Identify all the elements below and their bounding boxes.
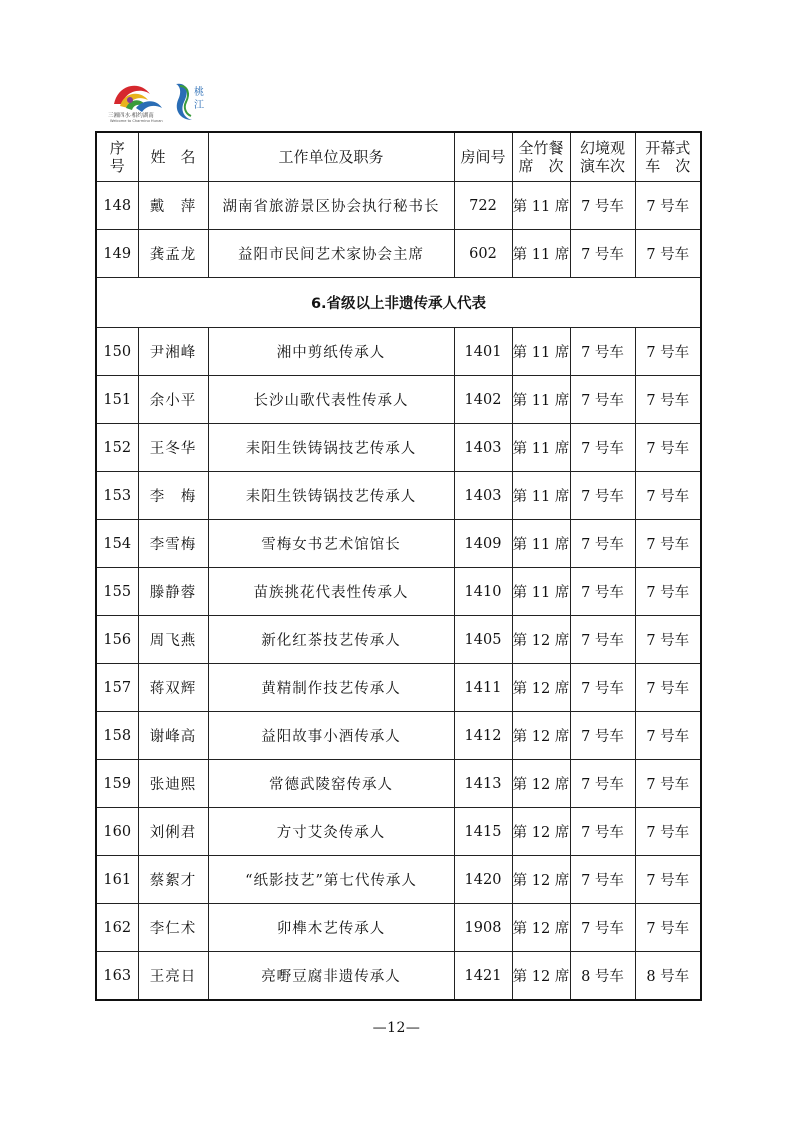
cell-seq: 160 [96,808,138,856]
cell-duty: 耒阳生铁铸锅技艺传承人 [208,472,454,520]
cell-name: 余小平 [138,376,208,424]
cell-show: 7 号车 [570,328,635,376]
svg-text:三湘四水·相约湖南: 三湘四水·相约湖南 [108,113,154,119]
col-header-duty: 工作单位及职务 [208,132,454,182]
cell-meal: 第 12 席 [512,952,570,1001]
attendee-table [95,131,702,1001]
table-row [96,856,701,904]
cell-name: 滕静蓉 [138,568,208,616]
cell-show: 7 号车 [570,904,635,952]
cell-room: 1405 [454,616,512,664]
svg-text:桃: 桃 [194,87,204,98]
cell-name: 尹湘峰 [138,328,208,376]
cell-seq: 153 [96,472,138,520]
header-logos [106,78,226,122]
table-row [96,520,701,568]
cell-room: 602 [454,230,512,278]
cell-meal: 第 11 席 [512,472,570,520]
cell-name: 蒋双辉 [138,664,208,712]
cell-name: 王亮日 [138,952,208,1001]
cell-show: 7 号车 [570,230,635,278]
cell-meal: 第 12 席 [512,616,570,664]
cell-seq: 148 [96,182,138,230]
col-header-opening: 开幕式 车 次 [635,132,701,182]
section-block [96,278,701,328]
cell-show: 7 号车 [570,616,635,664]
table-header-row [96,132,701,182]
table-body-main [96,328,701,1001]
cell-duty: 亮嘢豆腐非遗传承人 [208,952,454,1001]
cell-opening: 7 号车 [635,472,701,520]
cell-meal: 第 11 席 [512,182,570,230]
cell-duty: 方寸艾灸传承人 [208,808,454,856]
table-row [96,230,701,278]
cell-show: 7 号车 [570,424,635,472]
cell-name: 张迪熙 [138,760,208,808]
col-header-seq: 序 号 [96,132,138,182]
cell-name: 李仁术 [138,904,208,952]
cell-room: 1409 [454,520,512,568]
cell-seq: 151 [96,376,138,424]
cell-meal: 第 11 席 [512,568,570,616]
cell-seq: 157 [96,664,138,712]
table-row [96,182,701,230]
cell-show: 7 号车 [570,760,635,808]
cell-seq: 152 [96,424,138,472]
cell-seq: 154 [96,520,138,568]
table-row [96,616,701,664]
section-title: 6.省级以上非遗传承人代表 [96,278,701,328]
table-row [96,904,701,952]
cell-duty: 新化红茶技艺传承人 [208,616,454,664]
svg-text:江: 江 [194,100,204,111]
cell-meal: 第 12 席 [512,664,570,712]
cell-name: 谢峰高 [138,712,208,760]
cell-duty: “纸影技艺”第七代传承人 [208,856,454,904]
cell-room: 1421 [454,952,512,1001]
cell-name: 蔡絮才 [138,856,208,904]
cell-show: 8 号车 [570,952,635,1001]
cell-show: 7 号车 [570,376,635,424]
cell-seq: 161 [96,856,138,904]
cell-room: 1415 [454,808,512,856]
cell-seq: 155 [96,568,138,616]
cell-room: 1412 [454,712,512,760]
cell-opening: 7 号车 [635,230,701,278]
table-row [96,664,701,712]
cell-duty: 湖南省旅游景区协会执行秘书长 [208,182,454,230]
cell-name: 戴 萍 [138,182,208,230]
cell-duty: 雪梅女书艺术馆馆长 [208,520,454,568]
cell-opening: 7 号车 [635,520,701,568]
cell-seq: 158 [96,712,138,760]
cell-show: 7 号车 [570,808,635,856]
cell-name: 李雪梅 [138,520,208,568]
cell-opening: 7 号车 [635,664,701,712]
section-row [96,278,701,328]
cell-seq: 159 [96,760,138,808]
cell-opening: 7 号车 [635,376,701,424]
cell-name: 周飞燕 [138,616,208,664]
col-header-name: 姓 名 [138,132,208,182]
cell-show: 7 号车 [570,182,635,230]
cell-opening: 7 号车 [635,856,701,904]
cell-meal: 第 11 席 [512,376,570,424]
cell-seq: 156 [96,616,138,664]
cell-meal: 第 12 席 [512,856,570,904]
cell-seq: 163 [96,952,138,1001]
cell-seq: 162 [96,904,138,952]
cell-room: 1402 [454,376,512,424]
cell-opening: 8 号车 [635,952,701,1001]
table-body-top [96,182,701,278]
taojiang-logo [172,78,212,122]
cell-duty: 湘中剪纸传承人 [208,328,454,376]
cell-duty: 苗族挑花代表性传承人 [208,568,454,616]
cell-meal: 第 12 席 [512,904,570,952]
cell-name: 李 梅 [138,472,208,520]
cell-room: 1401 [454,328,512,376]
cell-opening: 7 号车 [635,904,701,952]
cell-opening: 7 号车 [635,182,701,230]
cell-duty: 益阳故事小酒传承人 [208,712,454,760]
cell-room: 1403 [454,424,512,472]
cell-meal: 第 11 席 [512,520,570,568]
cell-meal: 第 11 席 [512,230,570,278]
cell-duty: 卯榫木艺传承人 [208,904,454,952]
table-row [96,568,701,616]
table-row [96,376,701,424]
cell-name: 龚孟龙 [138,230,208,278]
table-row [96,760,701,808]
cell-room: 1420 [454,856,512,904]
cell-duty: 长沙山歌代表性传承人 [208,376,454,424]
cell-opening: 7 号车 [635,424,701,472]
cell-name: 王冬华 [138,424,208,472]
cell-room: 1403 [454,472,512,520]
cell-opening: 7 号车 [635,808,701,856]
table-row [96,472,701,520]
table-row [96,424,701,472]
cell-opening: 7 号车 [635,328,701,376]
cell-meal: 第 11 席 [512,328,570,376]
cell-show: 7 号车 [570,472,635,520]
cell-opening: 7 号车 [635,616,701,664]
hunan-tourism-logo [106,78,168,122]
cell-room: 1410 [454,568,512,616]
cell-seq: 150 [96,328,138,376]
cell-room: 1413 [454,760,512,808]
cell-meal: 第 12 席 [512,712,570,760]
table-row [96,712,701,760]
col-header-room: 房间号 [454,132,512,182]
cell-show: 7 号车 [570,664,635,712]
cell-opening: 7 号车 [635,712,701,760]
page-number: —12— [372,1020,421,1036]
cell-opening: 7 号车 [635,760,701,808]
table-row [96,808,701,856]
cell-name: 刘俐君 [138,808,208,856]
table-row [96,328,701,376]
cell-show: 7 号车 [570,712,635,760]
svg-text:Welcome to Charming Hunan: Welcome to Charming Hunan [110,119,163,122]
cell-meal: 第 12 席 [512,760,570,808]
cell-room: 1411 [454,664,512,712]
cell-show: 7 号车 [570,568,635,616]
col-header-meal: 全竹餐 席 次 [512,132,570,182]
cell-duty: 耒阳生铁铸锅技艺传承人 [208,424,454,472]
cell-opening: 7 号车 [635,568,701,616]
cell-seq: 149 [96,230,138,278]
col-header-show: 幻境观 演车次 [570,132,635,182]
cell-room: 1908 [454,904,512,952]
cell-meal: 第 12 席 [512,808,570,856]
cell-duty: 黄精制作技艺传承人 [208,664,454,712]
cell-show: 7 号车 [570,856,635,904]
cell-duty: 益阳市民间艺术家协会主席 [208,230,454,278]
table-row [96,952,701,1001]
cell-meal: 第 11 席 [512,424,570,472]
cell-show: 7 号车 [570,520,635,568]
cell-room: 722 [454,182,512,230]
cell-duty: 常德武陵窑传承人 [208,760,454,808]
